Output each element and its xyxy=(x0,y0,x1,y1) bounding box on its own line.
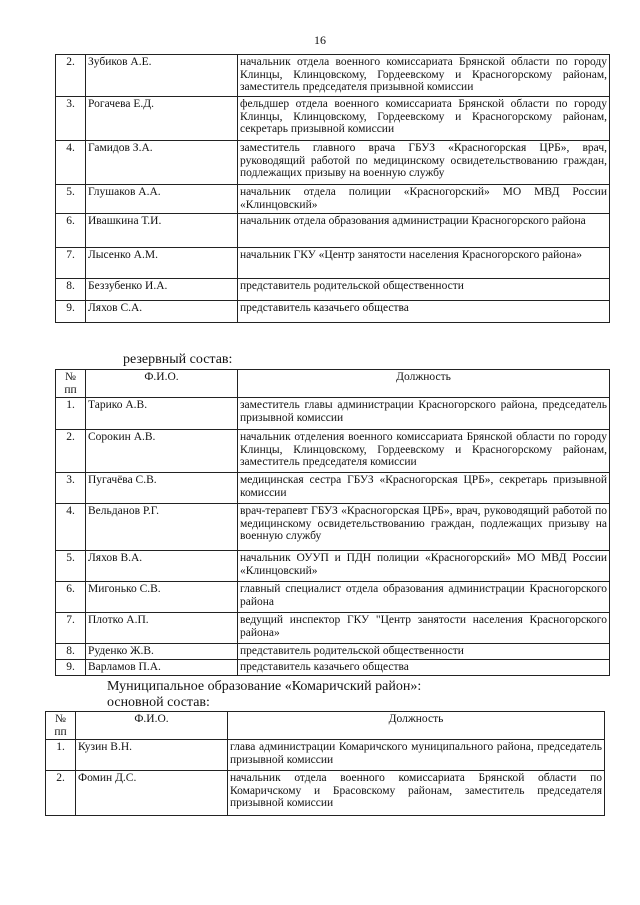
row-number: 7. xyxy=(56,613,86,644)
row-number: 7. xyxy=(56,248,86,279)
person-position: фельдшер отдела военного комиссариата Брянской области по городу Клинцы, Клинцовскому, Гордеевскому и Красногорскому районам, секретарь призывной комиссии xyxy=(238,97,610,141)
person-position: начальник ГКУ «Центр занятости населения Красногорского района» xyxy=(238,248,610,279)
table-header-row xyxy=(46,712,605,740)
table-row xyxy=(56,473,610,504)
table-row xyxy=(56,430,610,473)
row-number: 8. xyxy=(56,644,86,660)
person-position: заместитель главного врача ГБУЗ «Красногорская ЦРБ», врач, руководящий работой по медицинскому освидетельствованию граждан, подлежащих призыву на военную службу xyxy=(238,141,610,185)
person-position: представитель казачьего общества xyxy=(238,660,610,676)
person-name: Фомин Д.С. xyxy=(76,771,228,816)
table-row xyxy=(56,55,610,97)
person-position: начальник отделения военного комиссариата Брянской области по городу Клинцы, Клинцовскому, Гордеевскому и Красногорскому районам, заместитель председателя комиссии xyxy=(238,430,610,473)
person-position: глава администрации Комаричского муниципального района, председатель призывной комиссии xyxy=(228,740,605,771)
table-row xyxy=(56,185,610,214)
column-header-number: № пп xyxy=(56,370,86,398)
person-position: представитель родительской общественности xyxy=(238,279,610,301)
person-name: Пугачёва С.В. xyxy=(86,473,238,504)
table-row xyxy=(56,504,610,551)
main-composition-label: основной состав: xyxy=(107,695,210,710)
table-row xyxy=(56,214,610,248)
row-number: 8. xyxy=(56,279,86,301)
person-name: Плотко А.П. xyxy=(86,613,238,644)
table-row xyxy=(56,613,610,644)
person-position: начальник отдела образования администрации Красногорского района xyxy=(238,214,610,248)
table-header-row xyxy=(56,370,610,398)
row-number: 9. xyxy=(56,660,86,676)
row-number: 3. xyxy=(56,473,86,504)
row-number: 2. xyxy=(56,430,86,473)
person-position: представитель родительской общественности xyxy=(238,644,610,660)
table-row xyxy=(56,248,610,279)
person-position: ведущий инспектор ГКУ "Центр занятости населения Красногорского района» xyxy=(238,613,610,644)
person-position: заместитель главы администрации Красногорского района, председатель призывной комиссии xyxy=(238,398,610,430)
row-number: 2. xyxy=(46,771,76,816)
column-header-position: Должность xyxy=(228,712,605,740)
person-name: Сорокин А.В. xyxy=(86,430,238,473)
main-composition-table-continued xyxy=(55,54,610,323)
person-name: Беззубенко И.А. xyxy=(86,279,238,301)
table-row xyxy=(56,644,610,660)
table-row xyxy=(56,141,610,185)
komarichi-main-composition-table xyxy=(45,711,605,816)
person-name: Ляхов В.А. xyxy=(86,551,238,582)
person-name: Кузин В.Н. xyxy=(76,740,228,771)
page-number: 16 xyxy=(314,33,326,47)
person-name: Руденко Ж.В. xyxy=(86,644,238,660)
person-name: Гамидов З.А. xyxy=(86,141,238,185)
person-name: Глушаков А.А. xyxy=(86,185,238,214)
row-number: 2. xyxy=(56,55,86,97)
table-row xyxy=(56,398,610,430)
table-row xyxy=(46,740,605,771)
column-header-name: Ф.И.О. xyxy=(76,712,228,740)
row-number: 6. xyxy=(56,214,86,248)
person-name: Мигонько С.В. xyxy=(86,582,238,613)
person-position: врач-терапевт ГБУЗ «Красногорская ЦРБ», врач, руководящий работой по медицинскому освидетельствованию граждан, подлежащих призыву на военную службу xyxy=(238,504,610,551)
row-number: 1. xyxy=(56,398,86,430)
person-name: Варламов П.А. xyxy=(86,660,238,676)
person-name: Ивашкина Т.И. xyxy=(86,214,238,248)
person-position: медицинская сестра ГБУЗ «Красногорская ЦРБ», секретарь призывной комиссии xyxy=(238,473,610,504)
row-number: 5. xyxy=(56,185,86,214)
table-row xyxy=(56,97,610,141)
row-number: 9. xyxy=(56,301,86,323)
person-position: начальник отдела военного комиссариата Брянской области по городу Клинцы, Клинцовскому, Гордеевскому и Красногорскому районам, заместитель председателя призывной комиссии xyxy=(238,55,610,97)
row-number: 6. xyxy=(56,582,86,613)
municipality-title: Муниципальное образование «Комаричский район»: xyxy=(107,679,422,694)
row-number: 4. xyxy=(56,141,86,185)
person-position: главный специалист отдела образования администрации Красногорского района xyxy=(238,582,610,613)
column-header-name: Ф.И.О. xyxy=(86,370,238,398)
person-name: Ляхов С.А. xyxy=(86,301,238,323)
column-header-number: № пп xyxy=(46,712,76,740)
person-name: Рогачева Е.Д. xyxy=(86,97,238,141)
table-row xyxy=(56,551,610,582)
column-header-position: Должность xyxy=(238,370,610,398)
row-number: 5. xyxy=(56,551,86,582)
person-name: Лысенко А.М. xyxy=(86,248,238,279)
table-row xyxy=(56,582,610,613)
row-number: 4. xyxy=(56,504,86,551)
table-row xyxy=(56,660,610,676)
person-name: Вельданов Р.Г. xyxy=(86,504,238,551)
person-position: начальник отдела полиции «Красногорский» МО МВД России «Клинцовский» xyxy=(238,185,610,214)
person-position: представитель казачьего общества xyxy=(238,301,610,323)
reserve-composition-table xyxy=(55,369,610,676)
row-number: 3. xyxy=(56,97,86,141)
person-position: начальник ОУУП и ПДН полиции «Красногорский» МО МВД России «Клинцовский» xyxy=(238,551,610,582)
table-row xyxy=(46,771,605,816)
person-name: Тарико А.В. xyxy=(86,398,238,430)
person-position: начальник отдела военного комиссариата Брянской области по Комаричскому и Брасовскому районам, заместитель председателя призывной комиссии xyxy=(228,771,605,816)
person-name: Зубиков А.Е. xyxy=(86,55,238,97)
row-number: 1. xyxy=(46,740,76,771)
reserve-composition-label: резервный состав: xyxy=(123,352,233,367)
table-row xyxy=(56,301,610,323)
table-row xyxy=(56,279,610,301)
